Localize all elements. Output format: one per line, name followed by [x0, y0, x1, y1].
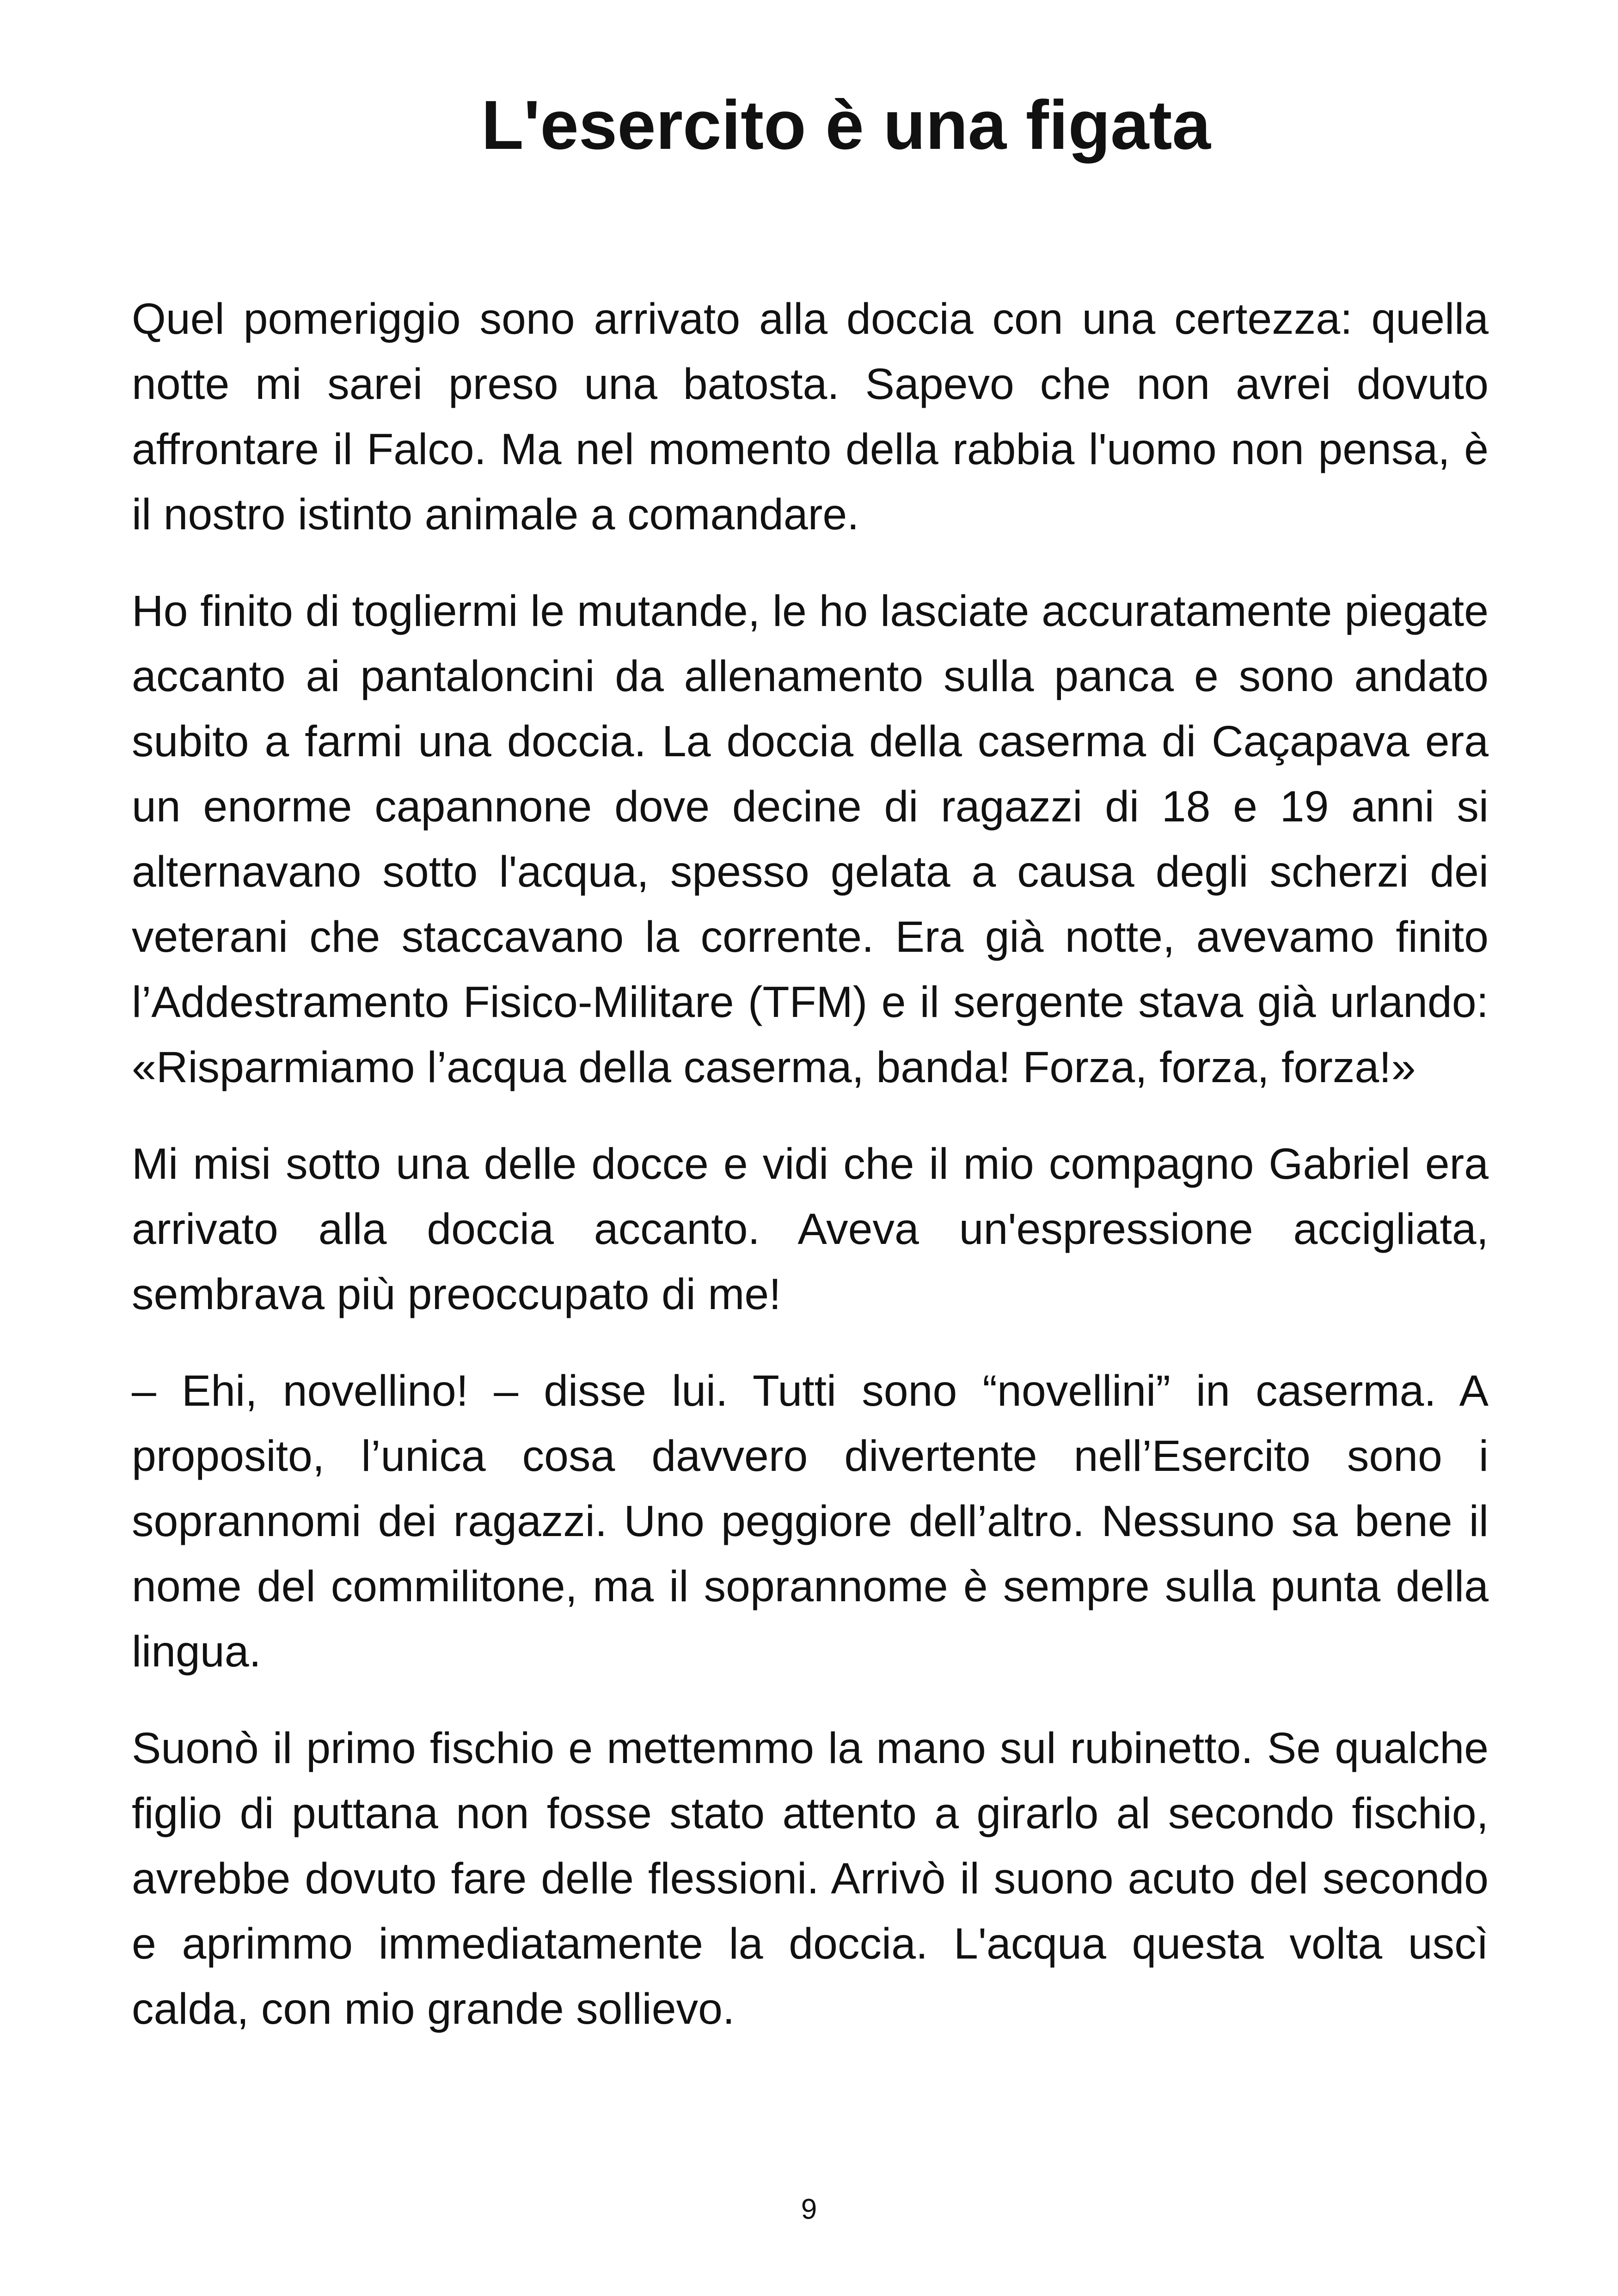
paragraph: Mi misi sotto una delle docce e vidi che il mio compagno Gabriel era arrivato alla doccia accanto. Aveva un'espressione accigliata, sembrava più preoccupato di me!: [132, 1139, 1489, 1319]
paragraph: Suonò il primo fischio e mettemmo la mano sul rubinetto. Se qualche figlio di puttana non fosse stato attento a girarlo al secondo fischio, avrebbe dovuto fare delle flessioni. Arrivò il suono acuto del secondo e aprimmo immediatamente la doccia. L'acqua questa volta uscì calda, con mio grande sollievo.: [132, 1724, 1489, 2033]
paragraph: Quel pomeriggio sono arrivato alla doccia con una certezza: quella notte mi sarei preso una batosta. Sapevo che non avrei dovuto affrontare il Falco. Ma nel momento della rabbia l'uomo non pensa, è il nostro istinto animale a comandare.: [132, 294, 1489, 539]
paragraph: Ho finito di togliermi le mutande, le ho lasciate accuratamente piegate accanto ai pantaloncini da allenamento sulla panca e sono andato subito a farmi una doccia. La doccia della caserma di Caçapava era un enorme capannone dove decine di ragazzi di 18 e 19 anni si alternavano sotto l'acqua, spesso gelata a causa degli scherzi dei veterani che staccavano la corrente. Era già notte, avevamo finito l’Addestramento Fisico-Militare (TFM) e il sergente stava già urlando: «Risparmiamo l’acqua della caserma, banda! Forza, forza, forza!»: [132, 587, 1489, 1092]
body-text: [132, 287, 1489, 2073]
paragraph: – Ehi, novellino! – disse lui. Tutti sono “novellini” in caserma. A proposito, l’unica cosa davvero divertente nell’Esercito sono i soprannomi dei ragazzi. Uno peggiore dell’altro. Nessuno sa bene il nome del commilitone, ma il soprannome è sempre sulla punta della lingua.: [132, 1366, 1489, 1676]
page-number: 9: [801, 2193, 817, 2225]
chapter-title: L'esercito è una figata: [481, 86, 1211, 164]
